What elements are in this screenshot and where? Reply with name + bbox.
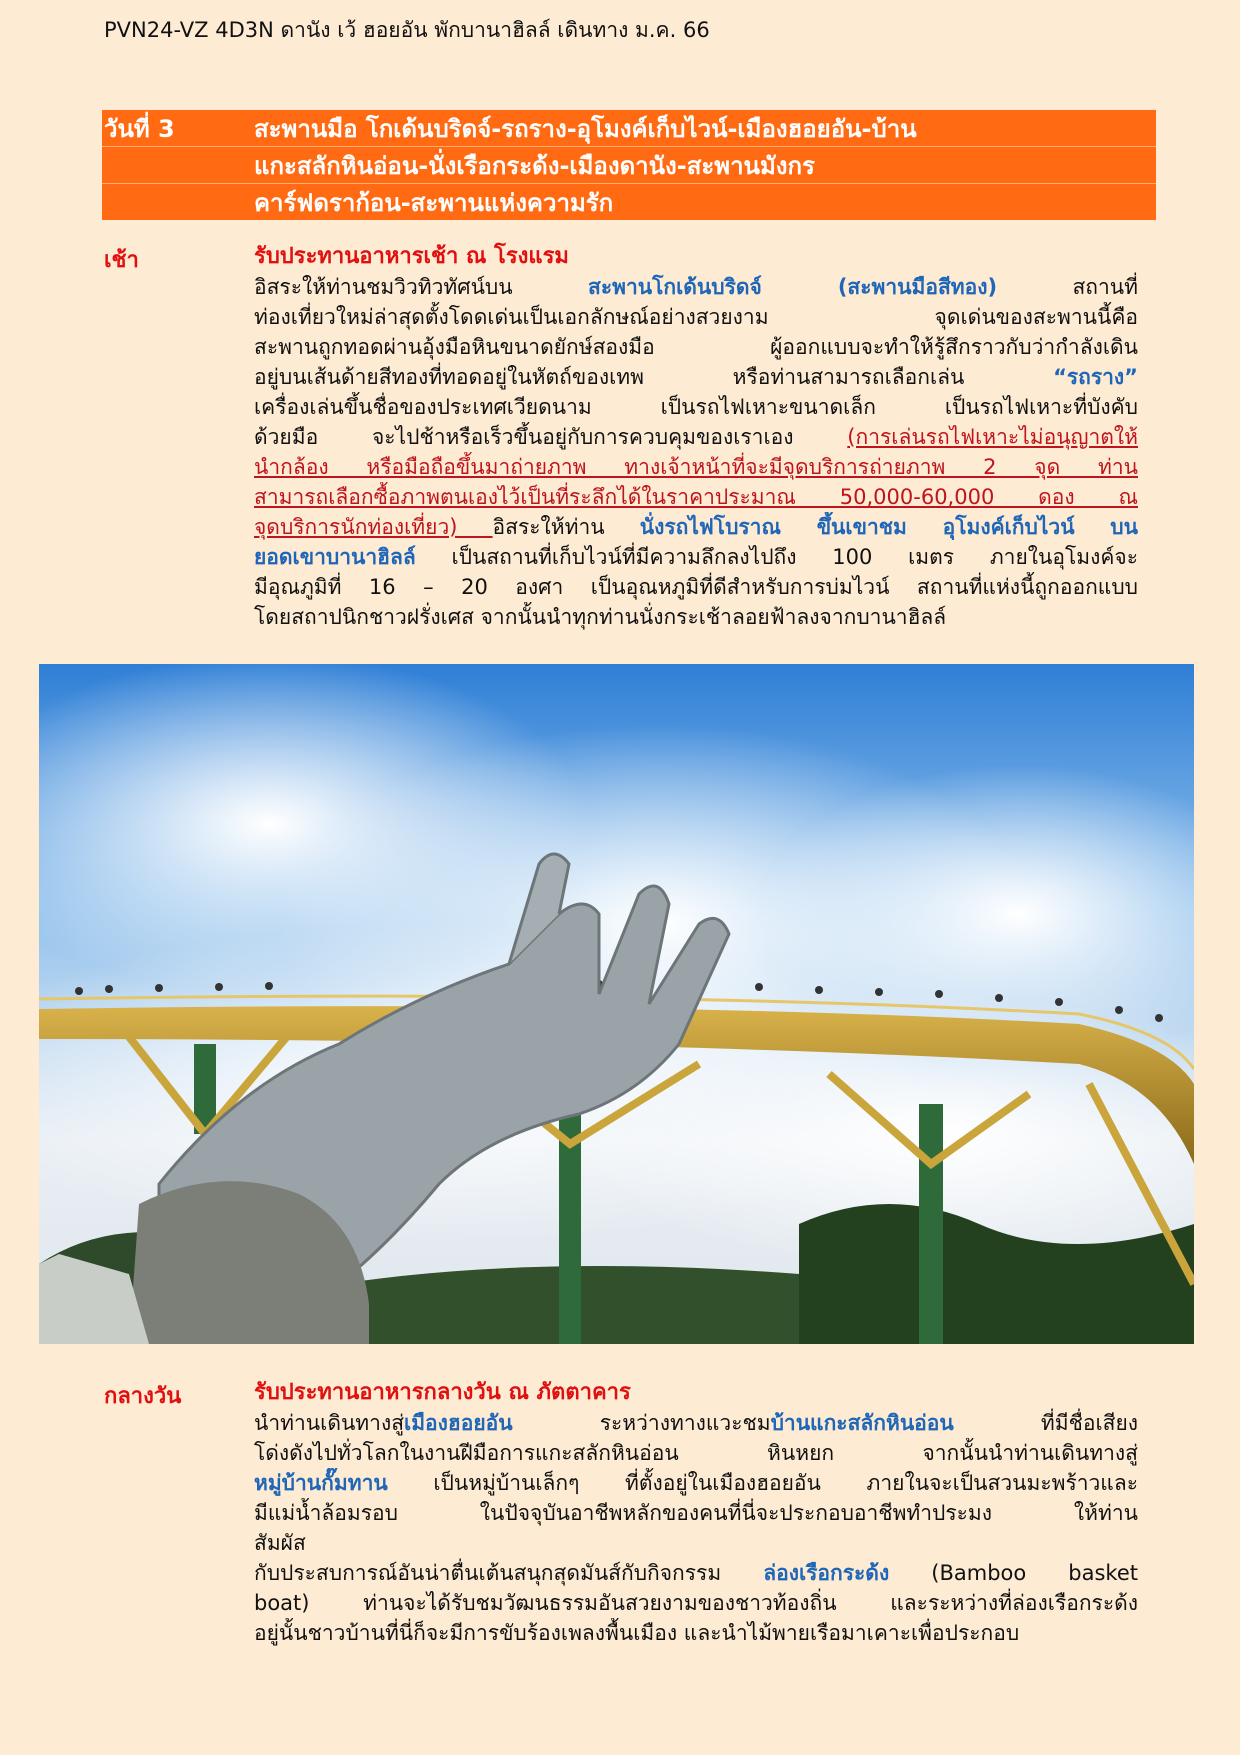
paragraph-line: อยู่บนเส้นด้ายสีทองที่ทอดอยู่ในหัตถ์ของเทพ หรือท่านสามารถเลือกเล่น “รถราง”: [254, 365, 1138, 389]
train-highlight: นั่งรถไฟโบราณ ขึ้นเขาชม อุโมงค์เก็บไวน์ บน: [639, 515, 1138, 539]
bana-hills-highlight: ยอดเขาบานาฮิลล์: [254, 545, 416, 569]
paragraph-line: boat) ท่านจะได้รับชมวัฒนธรรมอันสวยงามของชาวท้องถิ่น และระหว่างที่ล่องเรือกระด้ง: [254, 1591, 1138, 1615]
paragraph-line: โด่งดังไปทั่วโลกในงานฝีมือการแกะสลักหินอ่อน หินหยก จากนั้นนำท่านเดินทางสู่: [254, 1441, 1138, 1465]
morning-title: รับประทานอาหารเช้า ณ โรงแรม: [254, 244, 569, 269]
paragraph-line: อยู่นั้นชาวบ้านที่นี่ก็จะมีการขับร้องเพลงพื้นเมือง และนำไม้พายเรือมาเคาะเพื่อประกอบ: [254, 1621, 1020, 1645]
tram-highlight: “รถราง”: [1053, 365, 1138, 389]
cam-thanh-highlight: หมู่บ้านกั๊มทาน: [254, 1471, 388, 1495]
paragraph-line: ท่องเที่ยวใหม่ล่าสุดตั้งโดดเด่นเป็นเอกลักษณ์อย่างสวยงาม จุดเด่นของสะพานนี้คือ: [254, 305, 1138, 329]
paragraph-line: อิสระให้ท่านชมวิวทิวทัศน์บน สะพานโกเด้นบริดจ์ (สะพานมือสีทอง) สถานที่: [254, 275, 1138, 299]
paragraph-line: หมู่บ้านกั๊มทาน เป็นหมู่บ้านเล็กๆ ที่ตั้งอยู่ในเมืองฮอยอัน ภายในจะเป็นสวนมะพร้าวและ: [254, 1471, 1138, 1495]
paragraph-line: ยอดเขาบานาฮิลล์ เป็นสถานที่เก็บไวน์ที่มีความลึกลงไปถึง 100 เมตร ภายในอุโมงค์จะ: [254, 545, 1138, 569]
photo-notice-line: นำกล้อง หรือมือถือขึ้นมาถ่ายภาพ ทางเจ้าหน้าที่จะมีจุดบริการถ่ายภาพ 2 จุด ท่าน: [254, 455, 1138, 479]
document-header: PVN24-VZ 4D3N ดานัง เว้ ฮอยอัน พักบานาฮิลล์ เดินทาง ม.ค. 66: [104, 18, 710, 42]
photo-notice: (การเล่นรถไฟเหาะไม่อนุญาตให้: [847, 425, 1138, 449]
day-banner: [102, 110, 1156, 220]
paragraph-line: สะพานถูกทอดผ่านอุ้งมือหินขนาดยักษ์สองมือ ผู้ออกแบบจะทำให้รู้สึกราวกับว่ากำลังเดิน: [254, 335, 1138, 359]
day-row-1: [102, 110, 1156, 147]
paragraph-line: มีแม่น้ำล้อมรอบ ในปัจจุบันอาชีพหลักของคนที่นี่จะประกอบอาชีพทำประมง ให้ท่าน: [254, 1501, 1138, 1525]
paragraph-line: สัมผัส: [254, 1531, 306, 1555]
photo-notice-line: สามารถเลือกซื้อภาพตนเองไว้เป็นที่ระลึกได้ในราคาประมาณ 50,000-60,000 ดอง ณ: [254, 485, 1138, 509]
day-row-2: [102, 147, 1156, 184]
paragraph-line: ด้วยมือ จะไปช้าหรือเร็วขึ้นอยู่กับการควบคุมของเราเอง (การเล่นรถไฟเหาะไม่อนุญาตให้: [254, 425, 1138, 449]
noon-title: รับประทานอาหารกลางวัน ณ ภัตตาคาร: [254, 1380, 631, 1405]
paragraph-line: เครื่องเล่นขึ้นชื่อของประเทศเวียดนาม เป็นรถไฟเหาะขนาดเล็ก เป็นรถไฟเหาะที่บังคับ: [254, 395, 1138, 419]
noon-body: [254, 1378, 1138, 1648]
marble-village-highlight: บ้านแกะสลักหินอ่อน: [770, 1411, 954, 1435]
day-row-3: [102, 184, 1156, 220]
day-label: วันที่ 3: [104, 114, 175, 143]
paragraph-line: จุดบริการนักท่องเที่ยว) อิสระให้ท่าน นั่งรถไฟโบราณ ขึ้นเขาชม อุโมงค์เก็บไวน์ บน: [254, 515, 1138, 539]
morning-label: เช้า: [104, 248, 139, 273]
paragraph-line: นำท่านเดินทางสู่เมืองฮอยอัน ระหว่างทางแวะชมบ้านแกะสลักหินอ่อน ที่มีชื่อเสียง: [254, 1411, 1138, 1435]
day-title-line-2: แกะสลักหินอ่อน-นั่งเรือกระด้ง-เมืองดานัง-สะพานมังกร: [254, 151, 815, 180]
morning-body: [254, 242, 1138, 632]
hoi-an-highlight: เมืองฮอยอัน: [404, 1411, 513, 1435]
basket-boat-highlight: ล่องเรือกระด้ง: [763, 1561, 890, 1585]
golden-bridge-highlight: สะพานโกเด้นบริดจ์ (สะพานมือสีทอง): [588, 275, 998, 299]
noon-label: กลางวัน: [104, 1384, 182, 1409]
paragraph-line: มีอุณภูมิที่ 16 – 20 องศา เป็นอุณหภูมิที่ดีสำหรับการบ่มไวน์ สถานที่แห่งนี้ถูกออกแบบ: [254, 575, 1138, 599]
paragraph-line: กับประสบการณ์อันน่าตื่นเต้นสนุกสุดมันส์กับกิจกรรม ล่องเรือกระด้ง (Bamboo basket: [254, 1561, 1138, 1585]
paragraph-line: โดยสถาปนิกชาวฝรั่งเศส จากนั้นนำทุกท่านนั่งกระเช้าลอยฟ้าลงจากบานาฮิลล์: [254, 605, 947, 629]
day-title-line-1: สะพานมือ โกเด้นบริดจ์-รถราง-อุโมงค์เก็บไวน์-เมืองฮอยอัน-บ้าน: [254, 114, 917, 143]
day-title-line-3: คาร์ฟดราก้อน-สะพานแห่งความรัก: [254, 188, 614, 217]
golden-bridge-photo: [39, 664, 1194, 1344]
